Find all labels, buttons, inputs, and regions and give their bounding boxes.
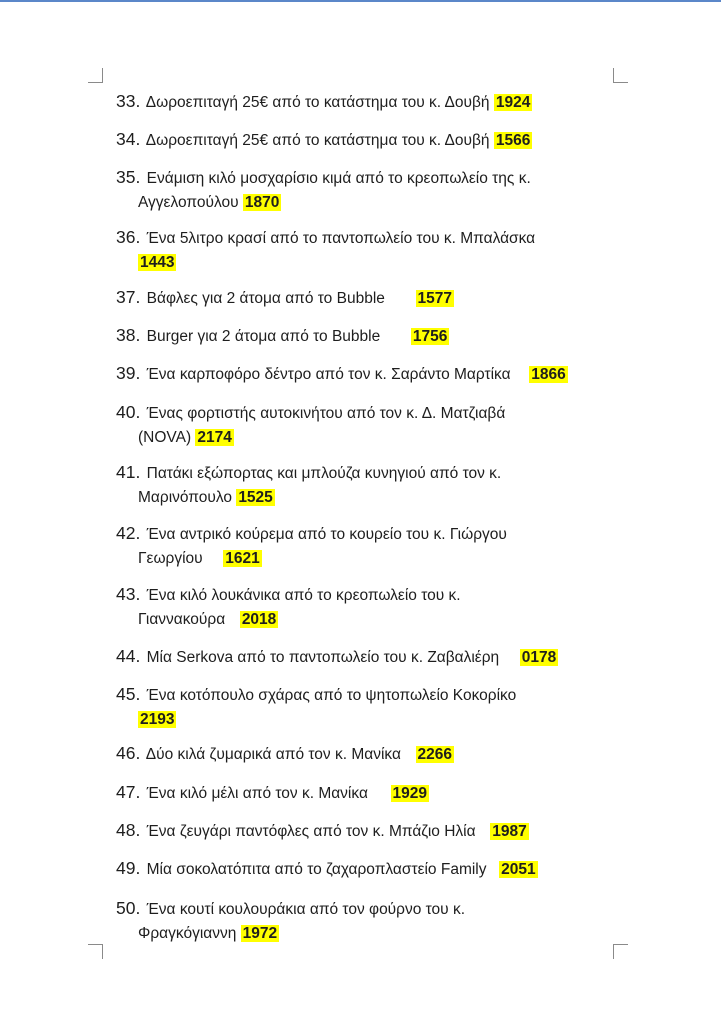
item-code: 2266 xyxy=(417,746,453,763)
item-text: Ένα κουτί κουλουράκια από τον φούρνο του κ. xyxy=(146,901,466,918)
item-code: 2018 xyxy=(241,611,277,628)
item-text: Ένα 5λιτρο κρασί από το παντοπωλείο του κ. Μπαλάσκα xyxy=(146,230,536,247)
item-text: Ένα κοτόπουλο σχάρας από το ψητοπωλείο Κοκορίκο xyxy=(146,687,517,704)
list-item xyxy=(116,165,616,215)
list-item xyxy=(116,582,616,632)
item-number: 49. xyxy=(116,858,141,878)
item-number: 48. xyxy=(116,820,141,840)
item-text: Ένα ζευγάρι παντόφλες από τον κ. Μπάζιο Ηλία xyxy=(146,823,476,840)
list-item xyxy=(116,89,616,115)
item-number: 36. xyxy=(116,227,141,247)
list-item xyxy=(116,400,616,450)
item-code: 1972 xyxy=(242,925,278,942)
item-text-continued: Αγγελοπούλου xyxy=(138,194,239,211)
item-number: 46. xyxy=(116,743,141,763)
item-text-continued: Μαρινόπουλο xyxy=(138,489,232,506)
list-item xyxy=(116,460,616,510)
item-number: 38. xyxy=(116,325,141,345)
item-text: Δωροεπιταγή 25€ από το κατάστημα του κ. Δουβή xyxy=(145,94,490,111)
item-text: Ένα καρποφόρο δέντρο από τον κ. Σαράντο Μαρτίκα xyxy=(146,366,511,383)
item-number: 34. xyxy=(116,129,141,149)
item-code: 1621 xyxy=(225,550,260,567)
item-number: 35. xyxy=(116,167,141,187)
list-item xyxy=(116,644,616,670)
list-item xyxy=(116,780,616,806)
item-number: 44. xyxy=(116,646,141,666)
item-code: 1866 xyxy=(531,366,566,383)
item-text-continued: Φραγκόγιαννη xyxy=(138,925,237,942)
list-item xyxy=(116,521,616,571)
item-code: 0178 xyxy=(521,649,557,666)
item-text: Burger για 2 άτομα από το Bubble xyxy=(146,328,381,345)
list-item xyxy=(116,741,616,767)
item-number: 50. xyxy=(116,898,141,918)
item-code: 2174 xyxy=(197,429,232,446)
item-text: Δωροεπιταγή 25€ από το κατάστημα του κ. Δουβή xyxy=(145,132,490,149)
item-number: 42. xyxy=(116,523,141,543)
list-item xyxy=(116,818,616,844)
item-number: 41. xyxy=(116,462,141,482)
item-text: Μία σοκολατόπιτα από το ζαχαροπλαστείο Family xyxy=(146,861,487,878)
item-text-continued: Γεωργίου xyxy=(138,550,203,567)
item-code: 1929 xyxy=(392,785,428,802)
item-number: 39. xyxy=(116,363,141,383)
list-item xyxy=(116,285,616,311)
item-text: Ένα κιλό λουκάνικα από το κρεοπωλείο του κ. xyxy=(146,587,461,604)
item-text: Πατάκι εξώπορτας και μπλούζα κυνηγιού από τον κ. xyxy=(146,465,502,482)
list-item xyxy=(116,225,616,275)
item-number: 40. xyxy=(116,402,141,422)
item-code: 1870 xyxy=(244,194,280,211)
item-text: Ένα κιλό μέλι από τον κ. Μανίκα xyxy=(146,785,368,802)
list-item xyxy=(116,896,616,946)
item-text: Ένας φορτιστής αυτοκινήτου από τον κ. Δ. Ματζιαβά xyxy=(146,405,506,422)
item-code: 2051 xyxy=(501,861,536,878)
item-text-continued: (NOVA) xyxy=(138,429,192,446)
list-item xyxy=(116,361,616,387)
item-text: Βάφλες για 2 άτομα από το Bubble xyxy=(146,290,385,307)
item-number: 33. xyxy=(116,91,141,111)
item-text: Ένα αντρικό κούρεμα από το κουρείο του κ. Γιώργου xyxy=(146,526,507,543)
item-code: 1443 xyxy=(140,254,175,271)
item-number: 37. xyxy=(116,287,141,307)
item-code: 1525 xyxy=(238,489,273,506)
item-code: 1577 xyxy=(417,290,452,307)
item-code: 2193 xyxy=(140,711,175,728)
item-text-continued: Γιαννακούρα xyxy=(138,611,226,628)
item-number: 45. xyxy=(116,684,141,704)
item-number: 47. xyxy=(116,782,141,802)
item-code: 1924 xyxy=(495,94,531,111)
item-code: 1756 xyxy=(412,328,448,345)
item-text: Μία Serkova από το παντοπωλείο του κ. Ζαβαλιέρη xyxy=(146,649,500,666)
item-number: 43. xyxy=(116,584,141,604)
list-item xyxy=(116,127,616,153)
item-text: Ενάμιση κιλό μοσχαρίσιο κιμά από το κρεοπωλείο της κ. xyxy=(146,170,531,187)
list-item xyxy=(116,323,616,349)
list-item xyxy=(116,682,616,732)
item-text: Δύο κιλά ζυμαρικά από τον κ. Μανίκα xyxy=(145,746,401,763)
list-item xyxy=(116,856,616,882)
item-code: 1987 xyxy=(492,823,527,840)
item-code: 1566 xyxy=(495,132,531,149)
